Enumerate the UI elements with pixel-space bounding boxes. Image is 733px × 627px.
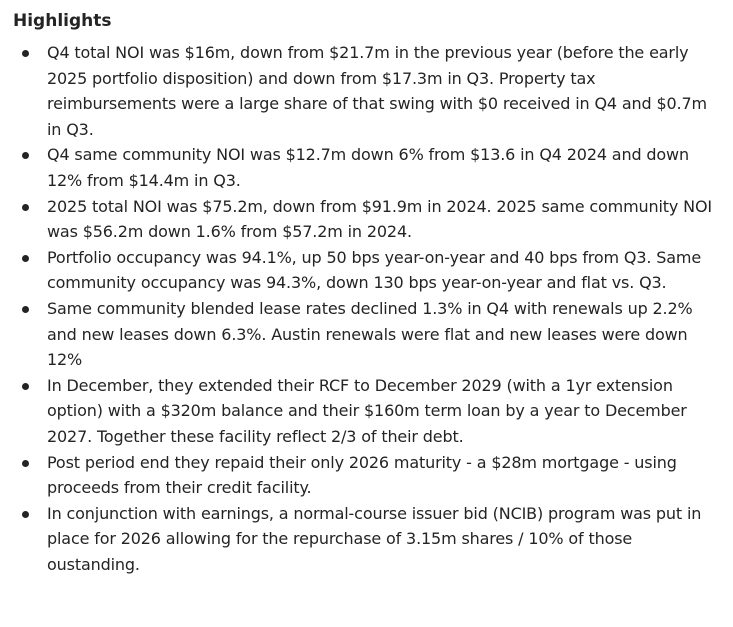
list-item — [13, 501, 723, 578]
bullet-icon — [22, 50, 29, 57]
list-item — [13, 296, 723, 373]
list-item — [13, 450, 723, 501]
list-item — [13, 194, 723, 245]
list-item — [13, 40, 723, 142]
highlights-list — [13, 40, 723, 577]
bullet-icon — [22, 383, 29, 390]
list-item-text: 2025 total NOI was $75.2m, down from $91.9m in 2024. 2025 same community NOI was $56.2m down 1.6% from $57.2m in 2024. — [47, 196, 712, 242]
list-item-text: Portfolio occupancy was 94.1%, up 50 bps year-on-year and 40 bps from Q3. Same community occupancy was 94.3%, down 130 bps year-on-year and flat vs. Q3. — [47, 247, 702, 293]
list-item-text: In conjunction with earnings, a normal-course issuer bid (NCIB) program was put in place for 2026 allowing for the repurchase of 3.15m shares / 10% of those oustanding. — [47, 503, 702, 574]
bullet-icon — [22, 460, 29, 467]
section-heading: Highlights — [13, 11, 112, 31]
bullet-icon — [22, 255, 29, 262]
list-item-text: Q4 total NOI was $16m, down from $21.7m in the previous year (before the early 2025 portfolio disposition) and down from $17.3m in Q3. Property tax reimbursements were a large share of that swing with $0 received in Q4 and $0.7m in Q3. — [47, 43, 707, 139]
bullet-icon — [22, 152, 29, 159]
list-item — [13, 245, 723, 296]
list-item-text: Same community blended lease rates declined 1.3% in Q4 with renewals up 2.2% and new leases down 6.3%. Austin renewals were flat and new leases were down 12% — [47, 298, 693, 370]
list-item-text: Post period end they repaid their only 2026 maturity - a $28m mortgage - using proceeds from their credit facility. — [47, 452, 677, 498]
bullet-icon — [22, 511, 29, 518]
bullet-icon — [22, 204, 29, 211]
list-item — [13, 373, 723, 450]
bullet-icon — [22, 306, 29, 313]
list-item-text: Q4 same community NOI was $12.7m down 6% from $13.6 in Q4 2024 and down 12% from $14.4m in Q3. — [47, 145, 689, 190]
list-item — [13, 142, 723, 193]
list-item-text: In December, they extended their RCF to December 2029 (with a 1yr extension option) with a $320m balance and their $160m term loan by a year to December 2027. Together these facility reflect 2/3 of their debt. — [47, 375, 687, 446]
